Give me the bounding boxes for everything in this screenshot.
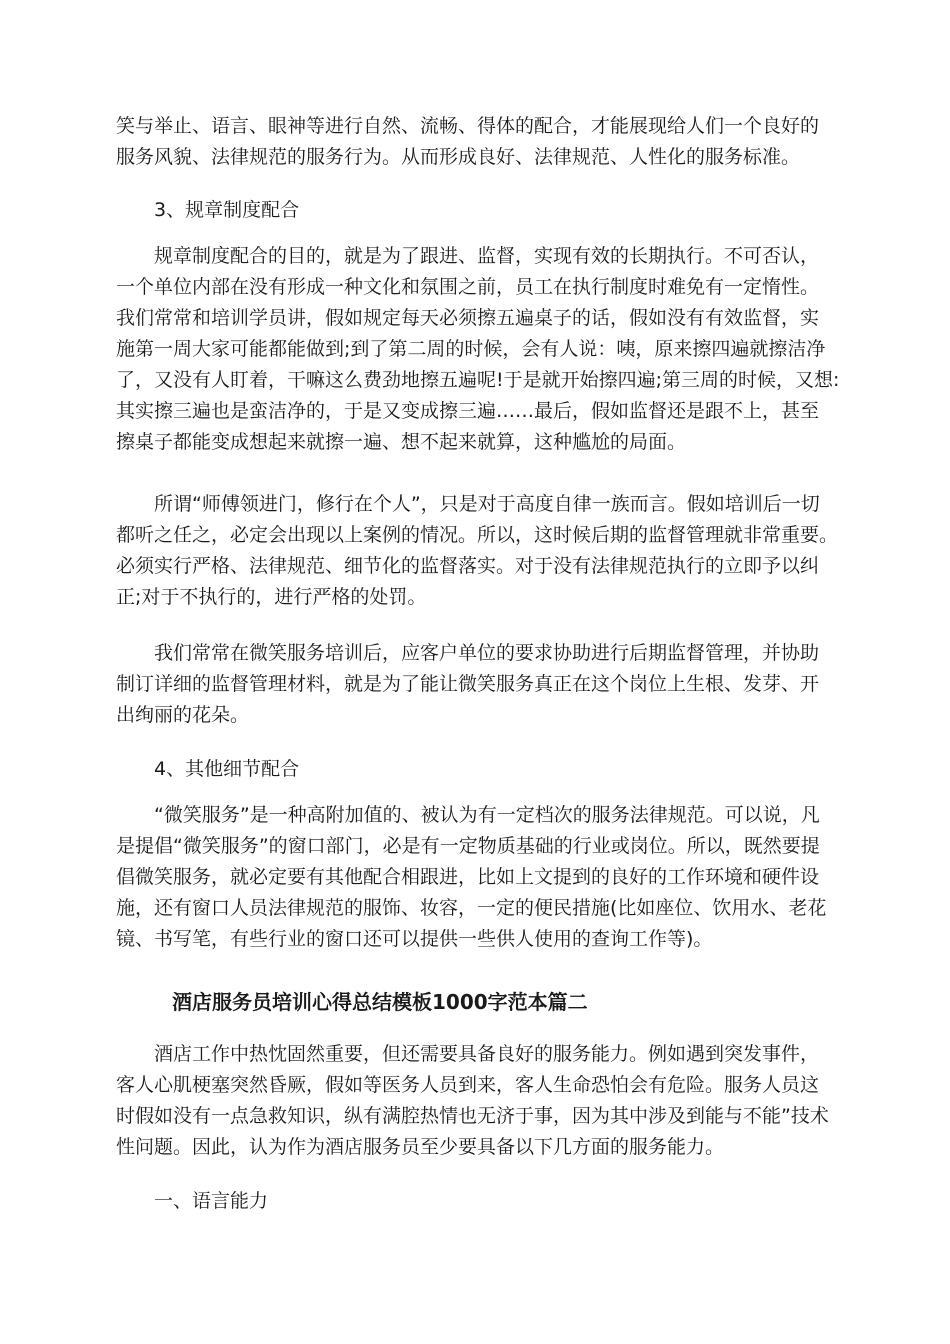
- paragraph-smile-coordination-end: [116, 111, 836, 173]
- text-line: 了，又没有人盯着，干嘛这么费劲地擦五遍呢!于是就开始擦四遍;第三周的时候，又想:: [116, 369, 840, 391]
- text-line: 所谓“师傅领进门，修行在个人”，只是对于高度自律一族而言。假如培训后一切: [154, 493, 820, 515]
- text-line: 都听之任之，必定会出现以上案例的情况。所以，这时候后期的监督管理就非常重要。: [116, 524, 839, 546]
- text-line: 酒店工作中热忱固然重要，但还需要具备良好的服务能力。例如遇到突发事件，: [154, 1043, 820, 1065]
- paragraph-rules-purpose: [116, 241, 840, 458]
- text-line: 时假如没有一点急救知识，纵有满腔热情也无济于事，因为其中涉及到能与不能”技术: [116, 1105, 829, 1127]
- text-line: 规章制度配合的目的，就是为了跟进、监督，实现有效的长期执行。不可否认，: [154, 245, 820, 267]
- text-line: 我们常常和培训学员讲，假如规定每天必须擦五遍桌子的话，假如没有有效监督，实: [116, 307, 820, 329]
- text-line: 客人心肌梗塞突然昏厥，假如等医务人员到来，客人生命恐怕会有危险。服务人员这: [116, 1074, 820, 1096]
- text-line: 必须实行严格、法律规范、细节化的监督落实。对于没有法律规范执行的立即予以纠: [116, 555, 820, 577]
- text-line: 性问题。因此，认为作为酒店服务员至少要具备以下几方面的服务能力。: [116, 1136, 725, 1158]
- text-line: 我们常常在微笑服务培训后，应客户单位的要求协助进行后期监督管理，并协助: [154, 642, 820, 664]
- text-line: 一个单位内部在没有形成一种文化和氛围之前，员工在执行制度时难免有一定惰性。: [116, 276, 820, 298]
- text-line: 倡微笑服务，就必定要有其他配合相跟进，比如上文提到的良好的工作环境和硬件设: [116, 866, 820, 888]
- document-title: 酒店服务员培训心得总结模板1000字范本篇二: [172, 990, 588, 1014]
- text-line: “微笑服务”是一种高附加值的、被认为有一定档次的服务法律规范。可以说，凡: [154, 804, 820, 826]
- text-line: 服务风貌、法律规范的服务行为。从而形成良好、法律规范、人性化的服务标准。: [116, 146, 801, 168]
- text-line: 是提倡“微笑服务”的窗口部门，必是有一定物质基础的行业或岗位。所以，既然要提: [116, 835, 820, 857]
- section-heading-language: 一、语言能力: [154, 1190, 269, 1212]
- paragraph-follow-up: [116, 638, 836, 731]
- text-line: 施第一周大家可能都能做到;到了第二周的时候，会有人说：咦，原来擦四遍就擦洁净: [116, 338, 826, 360]
- text-line: 其实擦三遍也是蛮洁净的，于是又变成擦三遍……最后，假如监督还是跟不上，甚至: [116, 400, 820, 422]
- text-line: 出绚丽的花朵。: [116, 704, 250, 726]
- text-line: 镜、书写笔，有些行业的窗口还可以提供一些供人使用的查询工作等)。: [116, 928, 713, 950]
- text-line: 擦桌子都能变成想起来就擦一遍、想不起来就算，这种尴尬的局面。: [116, 431, 687, 453]
- section-heading-details: 4、其他细节配合: [154, 758, 300, 780]
- text-line: 制订详细的监督管理材料，就是为了能让微笑服务真正在这个岗位上生根、发芽、开: [116, 673, 820, 695]
- paragraph-supervision: [116, 489, 839, 613]
- text-line: 笑与举止、语言、眼神等进行自然、流畅、得体的配合，才能展现给人们一个良好的: [116, 115, 820, 137]
- text-line: 正;对于不执行的，进行严格的处罚。: [116, 586, 427, 608]
- section-heading-rules: 3、规章制度配合: [154, 199, 300, 221]
- text-line: 施，还有窗口人员法律规范的服饰、妆容，一定的便民措施(比如座位、饮用水、老花: [116, 897, 827, 919]
- paragraph-smile-service: [116, 800, 836, 955]
- paragraph-hotel-service-ability: [116, 1039, 836, 1163]
